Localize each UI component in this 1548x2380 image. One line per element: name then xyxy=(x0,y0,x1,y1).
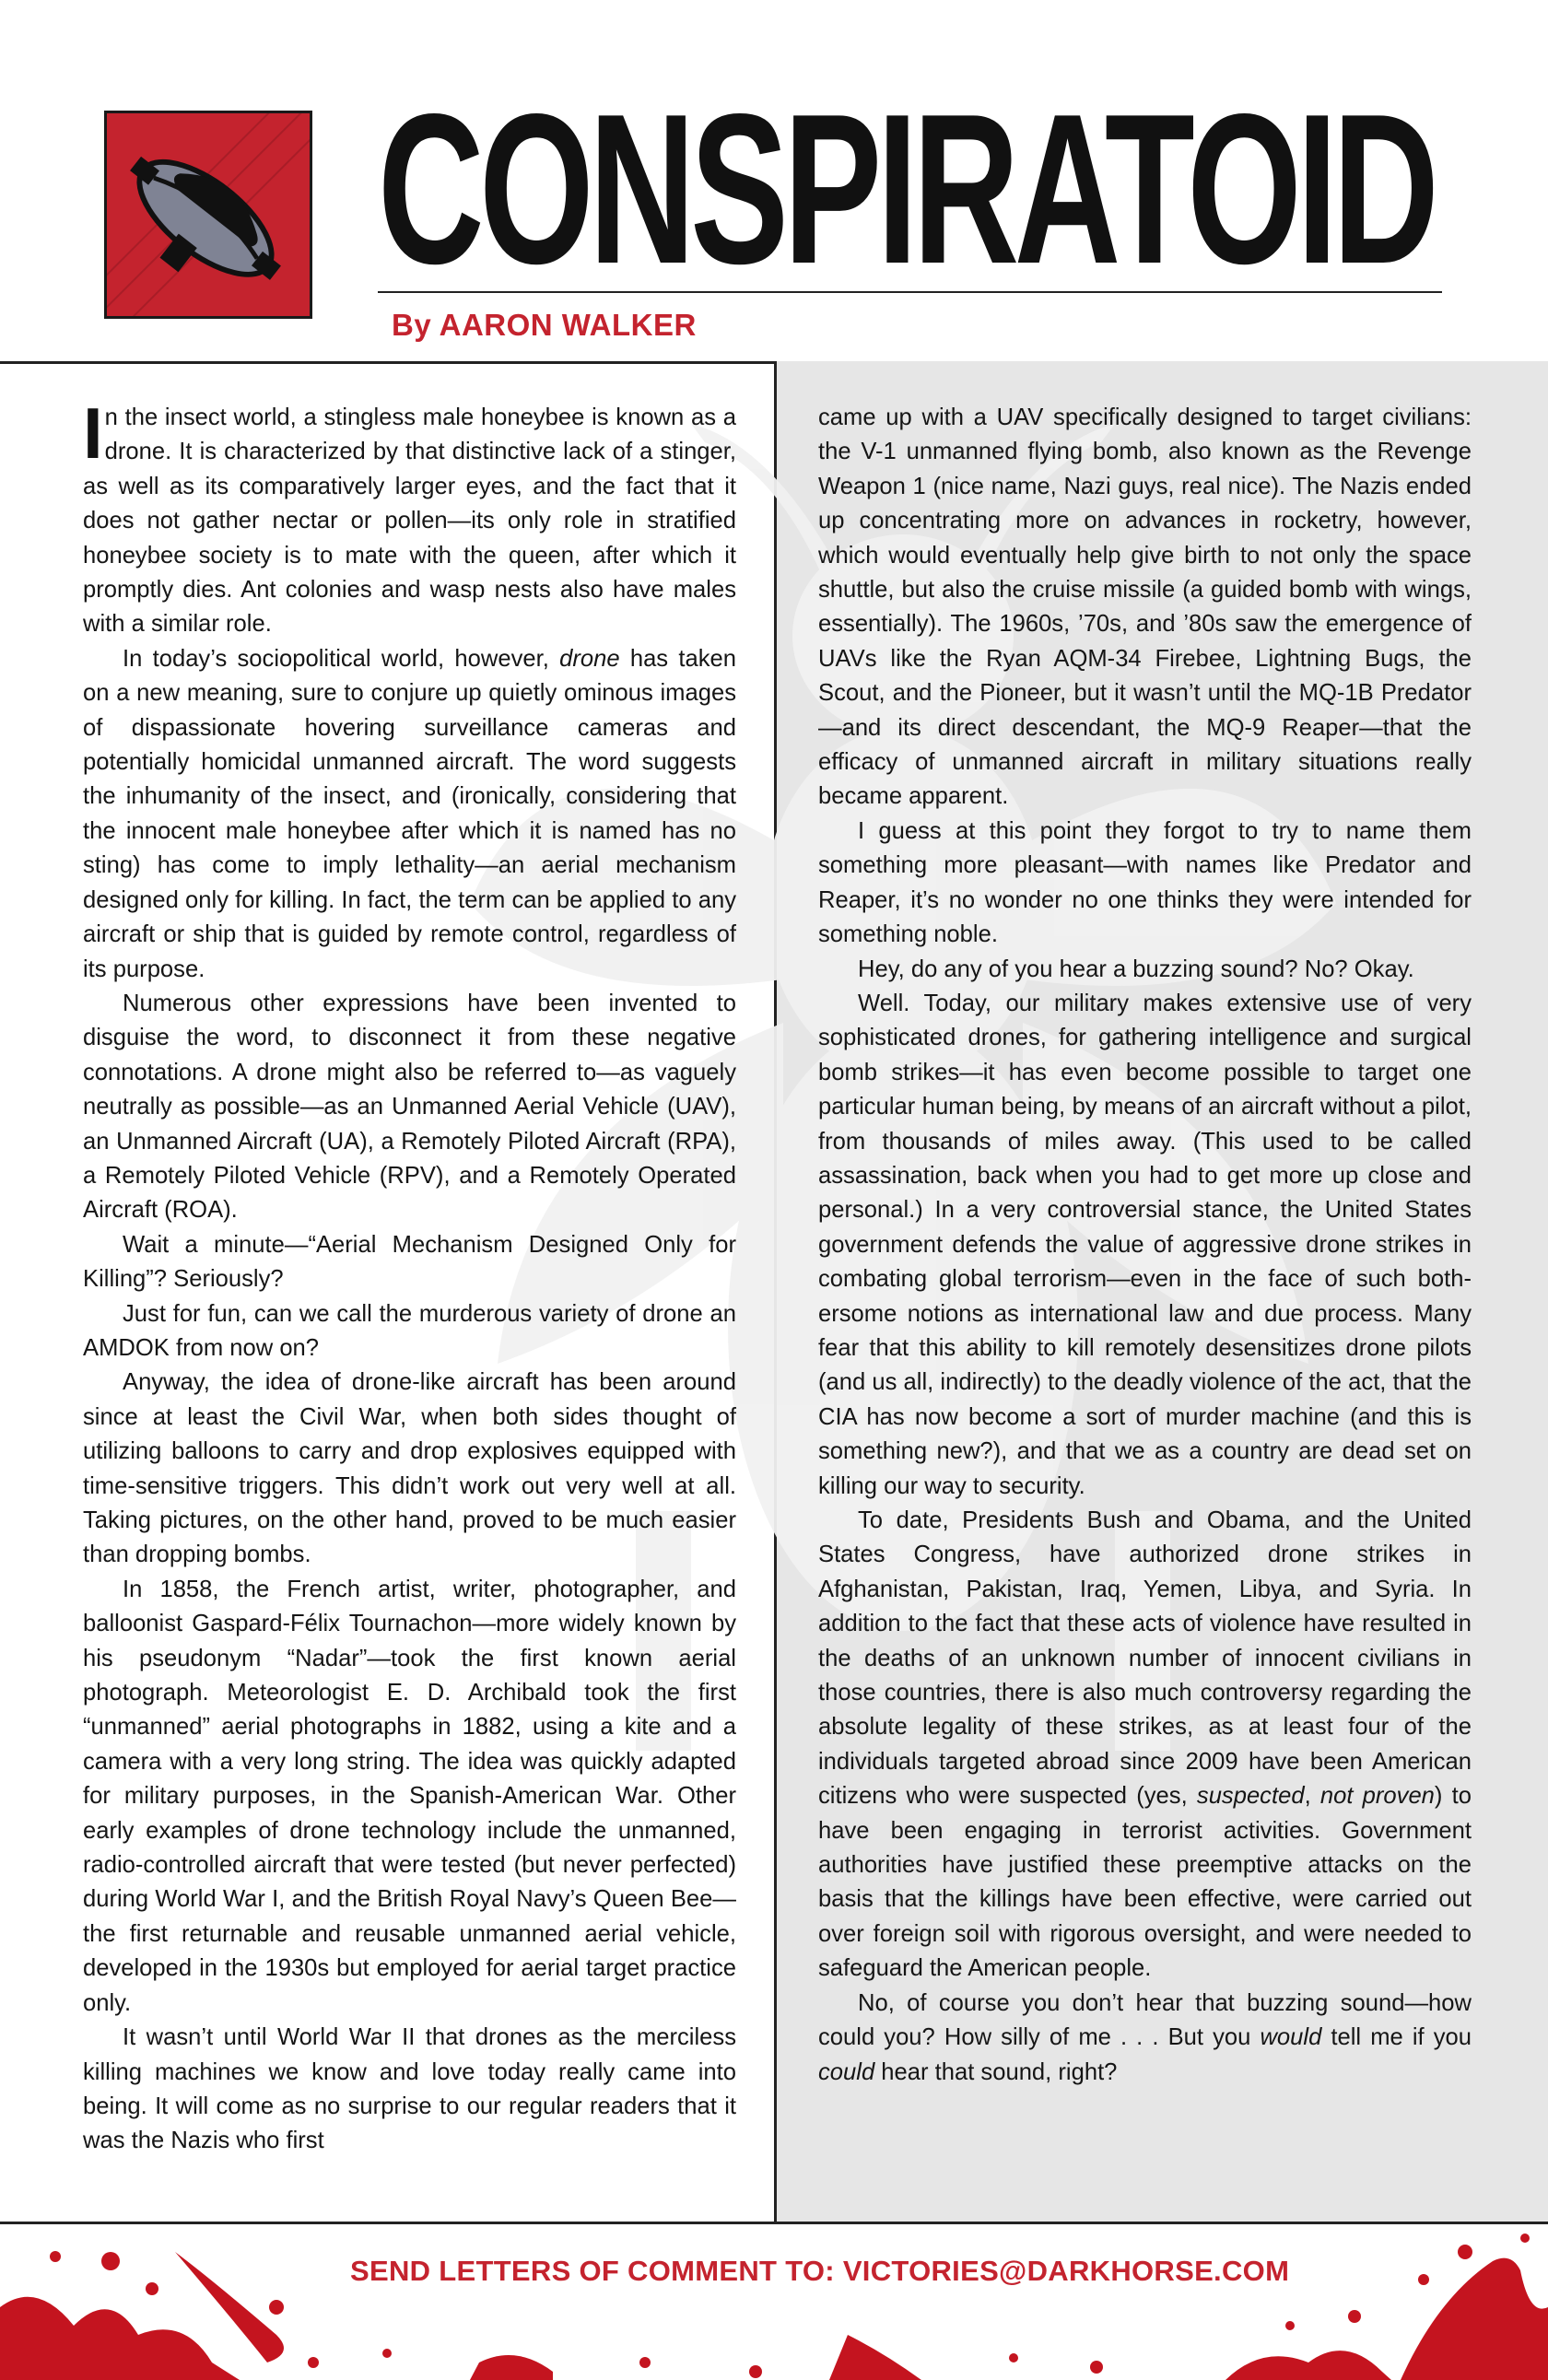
byline: By AARON WALKER xyxy=(392,308,697,342)
drop-cap: I xyxy=(83,393,103,474)
paragraph: Anyway, the idea of drone-like aircraft has been around since at least the Civil War, when both sides thought of utilizing balloons to carry and drop explosives equipped with time-sensitive triggers. This didn’t work out very well at all. Taking pictures, on the other hand, proved to be much easier than dropping bombs. xyxy=(83,1369,736,1568)
paragraph: I guess at this point they forgot to try to name them something more pleasant—with names like Predator and Reaper, it’s no wonder no one thinks they were intended for something noble. xyxy=(818,817,1472,948)
paragraph: Wait a minute—“Aerial Mechanism Designed Only for Killing”? Seriously? xyxy=(83,1231,736,1293)
letters-contact[interactable]: SEND LETTERS OF COMMENT TO: VICTORIES@DARKHORSE.COM xyxy=(350,2255,1290,2287)
column-title: CONSPIRATOID xyxy=(378,70,1435,309)
paragraph: Well. Today, our military makes extensive use of very sophisticated drones, for gathering intelligence and surgical bomb strikes—it has even become possible to target one particular human being, by means of an aircraft without a pilot, from thousands of miles away. (This used to be called assassination, back when you had to get more up close and personal.) In a very controversial stance, the United States government defends the value of aggressive drone strikes in combating global terrorism—even in the face of such bothersome notions as international law and due process. Many fear that this ability to kill remotely desensitizes drone pilots (and us all, indirectly) to the deadly violence of the act, that the CIA has now become a sort of murder machine (and this is something new?), and that we as a country are dead set on killing our way to security. xyxy=(818,990,1472,1499)
column-logo xyxy=(104,111,312,319)
article-column-left xyxy=(83,393,736,2159)
paragraph: In today’s sociopolitical world, however, drone has taken on a new meaning, sure to conjure up quietly ominous images of dispassionate hovering surveillance cameras and potentially homicidal unmanned aircraft. The word suggests the inhumanity of the insect, and (ironically, considering that the innocent male honeybee after which it is named has no sting) has come to imply lethality—an aerial mechanism designed only for killing. In fact, the term can be applied to any aircraft or ship that is guided by remote control, regardless of its purpose. xyxy=(83,645,736,982)
paragraph: In the insect world, a stingless male honeybee is known as a drone. It is characterized by that distinctive lack of a stinger, as well as its comparatively larger eyes, and the fact that it does not gather nectar or pollen—its only role in stratified honeybee society is to mate with the queen, after which it promptly dies. Ant colonies and wasp nests also have males with a similar role. xyxy=(83,393,736,638)
article-column-right xyxy=(818,401,1472,2090)
paragraph: came up with a UAV specifically designed to target civilians: the V-1 unmanned flying bomb, also known as the Revenge Weapon 1 (nice name, Nazi guys, real nice). The Nazis ended up concentrating more on advances in rocketry, however, which would eventually help give birth to not only the space shuttle, but also the cruise missile (a guided bomb with wings, essentially). The 1960s, ’70s, and ’80s saw the emergence of UAVs like the Ryan AQM-34 Firebee, Lightning Bugs, the Scout, and the Pioneer, but it wasn’t until the MQ-1B Predator —and its direct descendant, the MQ-9 Reaper—that the efficacy of unmanned aircraft in military situations really became apparent. xyxy=(818,404,1472,810)
paragraph: In 1858, the French artist, writer, photographer, and balloonist Gaspard-Félix Tournachon—more widely known by his pseudonym “Nadar”—took the first known aerial photograph. Meteorologist E. D. Archibald took the first “unmanned” aerial photographs in 1882, using a kite and a camera with a very long string. The idea was quickly adapted for military purposes, in the Spanish-American War. Other early examples of drone technology include the unmanned, radio-controlled aircraft that were tested (but never perfected) during World War I, and the British Royal Navy’s Queen Bee—the first returnable and reusable unmanned aerial vehicle, developed in the 1930s but employed for aerial target practice only. xyxy=(83,1576,736,2016)
paragraph: Just for fun, can we call the murderous variety of drone an AMDOK from now on? xyxy=(83,1300,736,1361)
paragraph: No, of course you don’t hear that buzzing sound—how could you? How silly of me . . . But you would tell me if you could hear that sound, right? xyxy=(818,1989,1472,2085)
header-rule xyxy=(378,291,1442,293)
paragraph: Numerous other expressions have been invented to disguise the word, to disconnect it from these negative connotations. A drone might also be referred to—as vaguely neutrally as possible—as an Unmanned Aerial Vehicle (UAV), an Unmanned Aircraft (UA), a Remotely Piloted Aircraft (RPA), a Remotely Piloted Vehicle (RPV), and a Remotely Operated Aircraft (ROA). xyxy=(83,990,736,1224)
paragraph: To date, Presidents Bush and Obama, and the United States Congress, have authorized drone strikes in Afghanistan, Pakistan, Iraq, Yemen, Libya, and Syria. In addition to the fact that these acts of violence have resulted in the deaths of an unknown number of innocent civilians in those countries, there is also much controversy regarding the absolute legality of these strikes, as at least four of the individuals targeted abroad since 2009 have been American citizens who were suspected (yes, suspected, not proven) to have been engaging in terrorist activities. Government authorities have justified these preemptive attacks on the basis that the killings have been effective, were carried out over foreign soil with rigorous oversight, and were needed to safeguard the American people. xyxy=(818,1507,1472,1982)
paragraph: Hey, do any of you hear a buzzing sound? No? Okay. xyxy=(858,956,1414,982)
paragraph: It wasn’t until World War II that drones as the merciless killing machines we know and love today really came into being. It will come as no surprise to our regular readers that it was the Nazis who first xyxy=(83,2024,736,2154)
drone-icon xyxy=(107,113,310,316)
blood-splatter-icon xyxy=(0,2224,1548,2380)
